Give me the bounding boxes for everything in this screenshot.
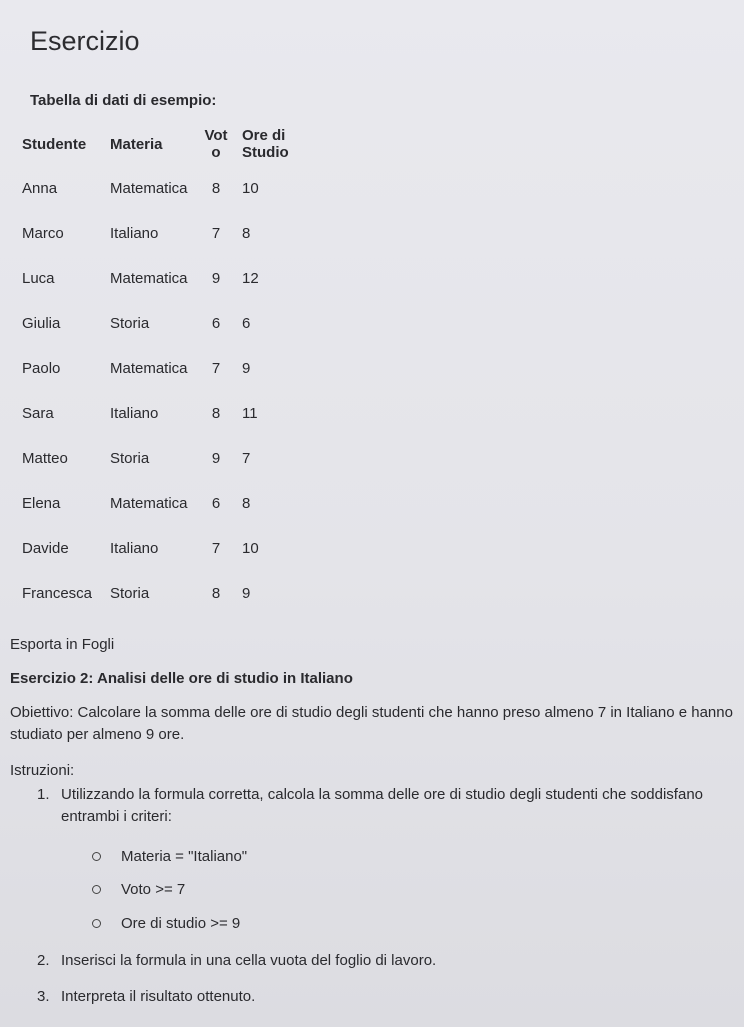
cell-ore: 8 [242, 224, 251, 242]
cell-studente: Giulia [22, 314, 61, 332]
step-number: 3. [37, 988, 50, 1005]
table-header-row [16, 122, 312, 166]
cell-voto: 6 [211, 494, 221, 512]
cell-materia: Matematica [110, 179, 188, 197]
table-row [16, 211, 312, 256]
circle-bullet-icon [92, 852, 101, 861]
cell-ore: 12 [242, 269, 259, 287]
criterion-text: Voto >= 7 [121, 881, 186, 898]
cell-studente: Paolo [22, 359, 61, 377]
cell-materia: Storia [110, 449, 150, 467]
step-number: 1. [37, 786, 50, 803]
table-row [16, 436, 312, 481]
header-voto: Voto [204, 127, 228, 161]
instruction-step-2 [37, 950, 436, 972]
page-title: Esercizio [30, 26, 140, 56]
cell-materia: Matematica [110, 494, 188, 512]
cell-ore: 7 [242, 449, 251, 467]
table-row [16, 256, 312, 301]
cell-studente: Marco [22, 224, 64, 242]
cell-studente: Matteo [22, 449, 68, 467]
cell-ore: 9 [242, 359, 251, 377]
cell-studente: Francesca [22, 584, 93, 602]
criterion-item [92, 915, 240, 932]
objective-text: Obiettivo: Calcolare la somma delle ore di studio degli studenti che hanno preso almeno 7 in Italiano e hanno studiato per almeno 9 ore. [10, 704, 733, 743]
criterion-text: Materia = "Italiano" [121, 848, 248, 865]
circle-bullet-icon [92, 919, 101, 928]
cell-voto: 6 [211, 314, 221, 332]
cell-voto: 7 [211, 359, 221, 377]
step-text: Inserisci la formula in una cella vuota del foglio di lavoro. [61, 952, 437, 969]
cell-voto: 7 [211, 224, 221, 242]
header-materia: Materia [110, 135, 163, 153]
header-studente: Studente [22, 135, 87, 153]
cell-ore: 10 [242, 179, 259, 197]
cell-materia: Italiano [110, 224, 159, 242]
cell-materia: Italiano [110, 539, 159, 557]
cell-studente: Elena [22, 494, 61, 512]
table-caption: Tabella di dati di esempio: [30, 92, 217, 109]
export-to-sheets-link[interactable]: Esporta in Fogli [10, 636, 115, 653]
instruction-step-1 [37, 784, 742, 828]
step-number: 2. [37, 952, 50, 969]
cell-studente: Anna [22, 179, 58, 197]
cell-ore: 10 [242, 539, 259, 557]
cell-ore: 8 [242, 494, 251, 512]
table-row [16, 166, 312, 211]
cell-studente: Davide [22, 539, 69, 557]
cell-materia: Storia [110, 584, 150, 602]
table-row [16, 301, 312, 346]
table-row [16, 481, 312, 526]
circle-bullet-icon [92, 885, 101, 894]
cell-voto: 8 [211, 179, 221, 197]
header-ore-di-studio: Ore di Studio [242, 127, 289, 161]
data-table [16, 122, 312, 616]
cell-voto: 7 [211, 539, 221, 557]
table-row [16, 571, 312, 616]
table-row [16, 526, 312, 571]
table-row [16, 346, 312, 391]
step-text: Interpreta il risultato ottenuto. [61, 988, 256, 1005]
cell-studente: Sara [22, 404, 54, 422]
cell-voto: 8 [211, 584, 221, 602]
table-row [16, 391, 312, 436]
cell-ore: 11 [242, 404, 258, 422]
criterion-text: Ore di studio >= 9 [121, 915, 241, 932]
cell-ore: 9 [242, 584, 251, 602]
criterion-item [92, 881, 185, 898]
cell-materia: Matematica [110, 359, 188, 377]
cell-studente: Luca [22, 269, 55, 287]
instructions-label: Istruzioni: [10, 762, 75, 779]
cell-voto: 8 [211, 404, 221, 422]
cell-voto: 9 [211, 449, 221, 467]
exercise-title: Esercizio 2: Analisi delle ore di studio in Italiano [10, 670, 353, 687]
cell-materia: Italiano [110, 404, 159, 422]
cell-ore: 6 [242, 314, 251, 332]
step-text: Utilizzando la formula corretta, calcola la somma delle ore di studio degli studenti che soddisfano entrambi i criteri: [61, 786, 704, 825]
criterion-item [92, 848, 247, 865]
instruction-step-3 [37, 986, 255, 1008]
cell-voto: 9 [211, 269, 221, 287]
cell-materia: Matematica [110, 269, 188, 287]
cell-materia: Storia [110, 314, 150, 332]
